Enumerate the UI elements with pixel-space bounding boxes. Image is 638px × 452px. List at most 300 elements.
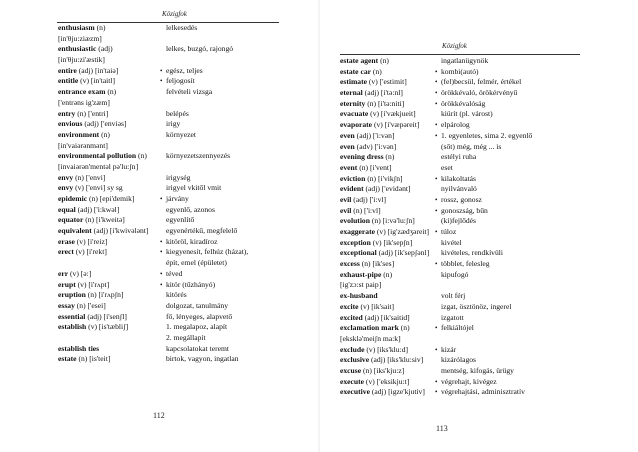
headword-text: entry [58, 108, 76, 118]
dictionary-entry [340, 56, 636, 67]
dictionary-entry [58, 215, 316, 226]
pronunciation: (n) ['i:vl] [351, 205, 381, 215]
headword-text: epidemic [58, 194, 88, 203]
entry-translation: kizárólagos [441, 355, 477, 365]
entry-translation: feljogosít [166, 76, 195, 86]
headword-text: event [340, 162, 358, 172]
running-header: Közigfok [442, 42, 467, 50]
pronunciation: (n) [i'tə:niti] [365, 98, 405, 108]
headword-text: evening dress [340, 152, 384, 162]
pronunciation: (v) [ik'sait] [358, 301, 395, 311]
dictionary-entry [340, 174, 636, 185]
dictionary-entry [58, 301, 316, 312]
pronunciation: ['entrəns ig'zæm] [58, 97, 110, 107]
entry-translation: irigyel vkitől vmit [166, 183, 222, 193]
headword-text: estate [58, 354, 77, 364]
headword-text: equivalent [58, 226, 92, 236]
entry-translation: irigy [166, 119, 181, 129]
dictionary-entry [340, 227, 636, 238]
entry-translation: irigység [166, 172, 191, 182]
pronunciation: (v) [i'reiz] [74, 236, 108, 246]
headword-text: exclusive [340, 355, 370, 365]
pronunciation: (v) ['eksikju:t] [364, 376, 410, 386]
entry-translation: 1. egyenletes, sima 2. egyenlő [441, 130, 533, 140]
pronunciation: (v) [i'rekt] [73, 247, 107, 257]
dictionary-entry [340, 142, 636, 153]
headword-text: exceptional [340, 248, 377, 258]
entry-translation: túloz [441, 227, 457, 236]
dictionary-entry [58, 237, 316, 248]
dictionary-entry [340, 67, 636, 78]
headword-text: establish [58, 322, 87, 332]
headword-text: environment [58, 129, 100, 139]
bullet-mark: • [435, 260, 438, 269]
entry-translation: lelkesedés [166, 23, 198, 32]
headword-text: estate agent [340, 56, 379, 65]
entry-translation: 2. megállapít [166, 332, 206, 342]
entry-translation: egyenlítő [166, 215, 195, 225]
pronunciation: [in'θju:zi'æstik] [58, 55, 105, 65]
entry-headword [340, 302, 394, 313]
entry-headword [340, 120, 419, 131]
pronunciation: (n) [94, 23, 106, 32]
entry-headword [340, 248, 429, 259]
dictionary-entry [58, 173, 316, 184]
entry-translation: elpárolog [441, 120, 470, 130]
bullet-mark: • [160, 195, 163, 203]
dictionary-entry [58, 312, 316, 323]
pronunciation: (n) ['entri] [75, 108, 109, 118]
entry-translation: egyenértékű, megfelelő [166, 226, 238, 236]
entry-headword [58, 269, 91, 280]
pronunciation: [eksklə'meiʃn ma:k] [340, 333, 401, 343]
entry-headword [340, 109, 416, 120]
dictionary-entry [340, 377, 636, 388]
entry-translation: örökkévaló, örökérvényű [441, 88, 518, 98]
headword-text: evacuate [340, 109, 369, 119]
entry-translation: felkiáltójel [441, 323, 474, 333]
headword-text: enthusiasm [58, 23, 95, 32]
entry-headword [58, 87, 116, 98]
dictionary-entry [58, 290, 316, 301]
entry-translation: kivétel [441, 237, 462, 247]
entry-headword [58, 119, 126, 130]
entry-translation: környezetszennyezés [166, 151, 231, 161]
pronunciation: (v) [iks'klu:d] [364, 344, 409, 354]
headword-text: evil [340, 205, 352, 215]
dictionary-entry [340, 109, 636, 120]
entry-headword [340, 142, 396, 153]
entry-translation: egyenlő, azonos [166, 204, 215, 214]
entry-headword [340, 238, 412, 249]
pronunciation: (v) [i'rʌpt] [75, 279, 110, 289]
headword-text: equator [58, 215, 84, 225]
dictionary-entry [340, 216, 636, 227]
entry-headword [340, 163, 392, 174]
bullet-mark: • [435, 89, 438, 98]
headword-text: eternal [340, 88, 363, 98]
pronunciation: (n) [371, 66, 382, 76]
dictionary-entry [58, 322, 316, 333]
entry-translation: nyilvánvaló [441, 184, 477, 194]
dictionary-entry [340, 302, 636, 313]
dictionary-entry [58, 130, 316, 141]
headword-text: erect [58, 247, 74, 257]
dictionary-entry [58, 247, 316, 258]
pronunciation: (v) [is'tæbliʃ] [86, 322, 129, 332]
headword-text: envious [58, 119, 83, 129]
headword-text: execute [340, 376, 365, 386]
entry-headword [340, 313, 410, 324]
headword-text: envy [58, 172, 74, 182]
pronunciation: (n) [105, 87, 117, 97]
entry-headword [340, 387, 425, 398]
pronunciation: [in'vaiərənmənt] [58, 140, 108, 150]
bullet-mark: • [435, 99, 438, 108]
entry-headword [58, 301, 106, 312]
entry-headword [340, 280, 381, 291]
entry-translation: végrehajtási, adminisztratív [441, 387, 525, 397]
bullet-mark: • [160, 269, 163, 278]
dictionary-entry [340, 248, 636, 259]
dictionary-entry [58, 344, 316, 355]
pronunciation: (n) [136, 151, 147, 161]
dictionary-entry [58, 258, 316, 269]
entry-headword [58, 312, 127, 323]
entry-translation: kitöröl, kiradíroz [166, 236, 218, 246]
entry-translation: kiegyenesít, felhúz (házat), [166, 247, 249, 257]
pronunciation: (v) [in'taitl] [78, 76, 116, 86]
pronunciation: (adj) ['i:kwəl] [75, 204, 120, 214]
entry-headword [58, 34, 102, 45]
entry-translation: fő, lényeges, alapvető [166, 311, 233, 321]
entry-translation: eset [441, 162, 453, 172]
pronunciation: (adj) [ik'saitid] [362, 312, 410, 322]
entry-headword [58, 151, 147, 162]
dictionary-entry [58, 98, 316, 109]
pronunciation: (n) [i'rʌpʃn] [85, 290, 124, 300]
entry-headword [58, 23, 105, 34]
entry-list [58, 23, 316, 365]
pronunciation: (v) [ig'zædʒəreit] [375, 227, 430, 236]
pronunciation: (v) ['envi] sy sg [73, 183, 123, 193]
entry-translation: izgat, ösztönöz, ingerel [441, 301, 512, 311]
pronunciation: (n) [is'teit] [76, 354, 111, 364]
dictionary-entry [58, 119, 316, 130]
entry-translation: épít, emel (épületet) [166, 258, 227, 268]
dictionary-entry [58, 280, 316, 291]
bullet-mark: • [435, 324, 438, 333]
entry-headword [58, 76, 115, 87]
dictionary-entry [58, 55, 316, 66]
headword-text: entitle [58, 76, 79, 86]
entry-headword [340, 131, 395, 142]
pronunciation: (n) [381, 269, 393, 279]
entry-translation: többlet, felesleg [441, 259, 490, 269]
dictionary-entry [58, 183, 316, 194]
pronunciation: (adj) [i'tə:nl] [362, 88, 403, 98]
entry-headword [340, 259, 394, 270]
entry-translation: ingatlanügynök [441, 56, 489, 65]
pronunciation: (n) [99, 129, 110, 139]
pronunciation: (adj) [i'senʃl] [85, 311, 127, 321]
entry-translation: örökkévalóság [441, 98, 486, 108]
pronunciation: (adj) [iks'klu:siv] [369, 355, 424, 365]
dictionary-entry [58, 34, 316, 45]
bullet-mark: • [435, 377, 438, 386]
pronunciation: (adv) ['i:vən] [354, 141, 397, 151]
bullet-mark: • [435, 174, 438, 183]
headword-text: eternity [340, 98, 366, 108]
dictionary-entry [340, 387, 636, 398]
bullet-mark: • [160, 66, 163, 75]
entry-translation: birtok, vagyon, ingatlan [166, 354, 239, 364]
pronunciation: [invaiərən'mentəl pə'lu:ʃn] [58, 161, 139, 171]
pronunciation: (n) [i'kweitə] [83, 215, 125, 225]
pronunciation: (adj) ['enviəs] [82, 119, 127, 129]
entry-headword [58, 247, 107, 258]
bullet-mark: • [160, 77, 163, 86]
entry-headword [58, 322, 128, 333]
entry-translation: kitörés [166, 290, 187, 300]
headword-text: excuse [340, 365, 362, 375]
entry-headword [340, 206, 381, 217]
entry-headword [340, 334, 401, 345]
bullet-mark: • [160, 280, 163, 289]
entry-headword [340, 56, 389, 67]
dictionary-entry [340, 77, 636, 88]
pronunciation: (adj) ['i:vl] [351, 194, 387, 204]
headword-text: ex-husband [340, 291, 378, 301]
entry-headword [58, 183, 123, 194]
pronunciation: (n) [383, 152, 395, 162]
pronunciation: (adj) [96, 44, 113, 54]
dictionary-entry [340, 163, 636, 174]
pronunciation: (adj) ['evidənt] [363, 184, 411, 194]
dictionary-entry [340, 99, 636, 110]
dictionary-entry [340, 355, 636, 366]
bullet-mark: • [435, 131, 438, 140]
dictionary-entry [58, 151, 316, 162]
dictionary-entry [58, 87, 316, 98]
bullet-mark: • [160, 248, 163, 257]
entry-headword [340, 88, 403, 99]
entry-headword [58, 205, 119, 216]
bullet-mark: • [435, 345, 438, 354]
headword-text: even [340, 141, 355, 151]
entry-translation: kipufogó [441, 269, 469, 279]
headword-text: eviction [340, 173, 366, 183]
dictionary-entry [340, 131, 636, 142]
entry-translation: kilakoltatás [441, 173, 477, 183]
entry-translation: kitör (tűzhányó) [166, 279, 216, 289]
entry-translation: kivételes, rendkívüli [441, 248, 503, 258]
dictionary-entry [340, 120, 636, 131]
headword-text: environmental pollution [58, 151, 137, 161]
entry-translation: egész, teljes [166, 65, 203, 75]
entry-headword [340, 77, 407, 88]
headword-text: exclude [340, 344, 365, 354]
dictionary-entry [340, 238, 636, 249]
entry-headword [340, 366, 404, 377]
headword-text: exclamation mark [340, 323, 399, 333]
entry-headword [340, 291, 378, 302]
pronunciation: (v) [i'væpəreit] [372, 120, 420, 130]
entry-headword [58, 280, 109, 291]
entry-translation: kiürít (pl. várost) [441, 109, 493, 119]
headword-text: evolution [340, 216, 370, 226]
dictionary-entry [340, 280, 636, 291]
dictionary-entry [340, 313, 636, 324]
dictionary-entry [340, 291, 636, 302]
running-header: Közigfok [162, 10, 187, 18]
entry-headword [58, 162, 138, 173]
entry-headword [340, 377, 409, 388]
entry-headword [340, 270, 392, 281]
entry-translation: gonoszság, bűn [441, 205, 488, 215]
headword-text: essential [58, 311, 86, 321]
pronunciation: (n) [378, 56, 389, 65]
pronunciation: (n) [iks'kju:z] [361, 365, 405, 375]
headword-text: excess [340, 259, 360, 269]
dictionary-entry [58, 333, 316, 344]
entry-headword [340, 227, 429, 238]
entry-translation: (fel)becsül, felmér, értékel [441, 77, 522, 87]
entry-translation: kizár [441, 344, 457, 354]
pronunciation: (n) ['esei] [74, 300, 106, 310]
entry-translation: (ki)fejlődés [441, 216, 477, 226]
headword-text: evaporate [340, 120, 373, 130]
headword-text: estate car [340, 66, 371, 76]
pronunciation: (v) [ik'sepʃn] [370, 237, 413, 247]
entry-headword [340, 216, 415, 227]
pronunciation: (n) ['envi] [73, 172, 106, 182]
dictionary-entry [340, 334, 636, 345]
headword-text: equal [58, 204, 76, 214]
bullet-mark: • [160, 237, 163, 246]
entry-headword [340, 323, 410, 334]
dictionary-entry [58, 162, 316, 173]
entry-headword [340, 174, 403, 185]
entry-headword [58, 226, 148, 237]
headword-text: estimate [340, 77, 367, 87]
headword-text: erupt [58, 279, 76, 289]
pronunciation: [in'θju:ziæzm] [58, 33, 102, 43]
entry-headword [340, 152, 394, 163]
bullet-mark: • [435, 78, 438, 87]
pronunciation: (adj) [igze'kjutiv] [369, 387, 425, 397]
dictionary-entry [58, 205, 316, 216]
headword-text: essay [58, 300, 75, 310]
dictionary-entry [58, 194, 316, 205]
dictionary-entry [340, 206, 636, 217]
bullet-mark: • [435, 388, 438, 397]
dictionary-entry [340, 323, 636, 334]
dictionary-entry [58, 269, 316, 280]
entry-headword [58, 130, 110, 141]
headword-text: entire [58, 65, 77, 75]
page-number: 113 [436, 424, 448, 433]
dictionary-entry [340, 88, 636, 99]
entry-headword [58, 215, 125, 226]
entry-translation: 1. megalapoz, alapít [166, 322, 228, 332]
pronunciation: (n) [398, 323, 410, 333]
pronunciation: (n) [i:və'lu:ʃn] [369, 216, 415, 226]
dictionary-entry [340, 152, 636, 163]
dictionary-entry [58, 109, 316, 120]
pronunciation: (adj) ['i:vən] [354, 130, 395, 140]
entry-translation: kombi(autó) [441, 66, 479, 76]
headword-text: envy [58, 183, 74, 193]
entry-headword [340, 67, 382, 78]
bullet-mark: • [435, 121, 438, 130]
pronunciation: [ig'zɔ:st paip] [340, 280, 382, 290]
entry-headword [340, 99, 404, 110]
pronunciation: (v) [i'vækjueit] [368, 109, 416, 119]
pronunciation: (n) [ik'ses] [359, 259, 395, 269]
pronunciation: (adj) [ik'sepʃənl] [376, 248, 430, 258]
entry-headword [58, 344, 99, 355]
entry-headword [340, 345, 408, 356]
entry-headword [58, 109, 108, 120]
pronunciation: (v) ['estimit] [367, 77, 407, 87]
entry-headword [58, 98, 110, 109]
page-number: 112 [153, 411, 165, 420]
headword-text: evil [340, 194, 352, 204]
entry-headword [340, 184, 411, 195]
entry-translation: izgatott [441, 312, 464, 322]
dictionary-entry [58, 226, 316, 237]
headword-text: establish ties [58, 343, 100, 353]
pronunciation: (n) [epi'demik] [87, 194, 135, 203]
entry-translation: belépés [166, 108, 189, 118]
dictionary-entry [58, 141, 316, 152]
entry-translation: járvány [166, 194, 189, 203]
entry-headword [58, 44, 113, 55]
entry-translation: mentség, kifogás, ürügy [441, 365, 514, 375]
entry-headword [340, 355, 423, 366]
right-page [320, 0, 638, 452]
bullet-mark: • [435, 228, 438, 236]
entry-translation: kapcsolatokat teremt [166, 343, 230, 353]
pronunciation: (adj) [i'kwivələnt] [91, 226, 149, 236]
headword-text: excite [340, 301, 359, 311]
pronunciation: (n) [i'vikʃn] [365, 173, 403, 183]
entry-list [340, 56, 636, 398]
entry-translation: volt férj [441, 291, 466, 301]
headword-text: exhaust-pipe [340, 269, 382, 279]
dictionary-entry [58, 76, 316, 87]
dictionary-entry [340, 345, 636, 356]
pronunciation: (v) [ə:] [68, 268, 92, 278]
bullet-mark: • [435, 206, 438, 215]
dictionary-entry [340, 259, 636, 270]
entry-headword [58, 290, 124, 301]
pronunciation: (n) [i'vent] [357, 162, 392, 172]
headword-text: executive [340, 387, 370, 397]
entry-headword [58, 354, 110, 365]
entry-headword [340, 195, 386, 206]
entry-translation: rossz, gonosz [441, 194, 482, 204]
entry-translation: téved [166, 268, 183, 278]
dictionary-entry [58, 23, 316, 34]
headword-text: err [58, 268, 69, 278]
headword-text: erase [58, 236, 75, 246]
pronunciation: (adj) [in'taiə] [76, 65, 119, 75]
headword-text: eruption [58, 290, 86, 300]
headword-text: exaggerate [340, 227, 375, 236]
entry-translation: végrehajt, kivégez [441, 376, 497, 386]
